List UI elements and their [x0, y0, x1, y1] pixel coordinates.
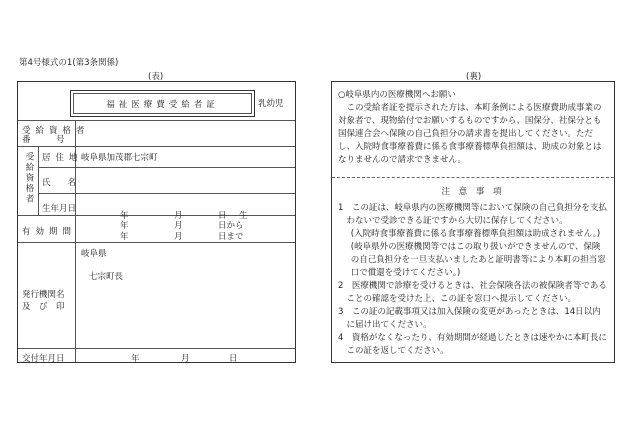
- validity-to-year: 年: [120, 232, 129, 242]
- recipient-number-label-1: 受給資格者: [22, 126, 90, 136]
- birthdate-month: 月: [174, 211, 183, 221]
- issue-date-day: 日: [229, 354, 238, 364]
- validity-from-suffix: 日から: [218, 221, 244, 231]
- front-side-label: (表): [148, 72, 164, 82]
- back-side-label: (裏): [466, 72, 482, 82]
- notes-heading: 注 意 事 項: [441, 187, 505, 197]
- birthdate-label: 生年月日: [42, 204, 77, 214]
- request-text: この受給者証を提示された方は、本町条例による医療費助成事業の対象者で、現物給付でお願いするものですから、国保分、社保分とも国保連合会へ保険の自己負担分の請求書を提出してください。ただし、入院時食事療養費に係る食事療養標準負担額は、助成の対象とはなりませんので請求できません。: [338, 103, 602, 165]
- note-1: 1 この証は、岐阜県内の医療機関等において保険の自己負担分を支払わないで受診できる証ですから大切に保存してください。: [338, 203, 607, 226]
- address-label: 居住地: [42, 153, 83, 163]
- validity-to-suffix: 日まで: [218, 232, 244, 242]
- validity-from-year: 年: [120, 221, 129, 231]
- qualified-person-label: 受給資格者: [24, 152, 34, 205]
- note-3: 3 この証の記載事項又は加入保険の変更があったときは、14日以内に届け出てください。: [338, 307, 601, 330]
- note-4: 4 資格がなくなったり、有効期間が経過したときは速やかに本町長にこの証を返してください。: [338, 333, 607, 356]
- front-card: [17, 81, 296, 363]
- issuer-label-1: 発行機関名: [22, 290, 65, 300]
- validity-from-month: 月: [174, 221, 183, 231]
- note-2: 2 医療機関で診療を受けるときは、社会保険各法の被保険者等であることの確認を受けた上、この証を窓口へ提示してください。: [338, 281, 607, 304]
- issue-date-label: 交付年月日: [22, 354, 65, 364]
- back-heading: ○岐阜県内の医療機関へお願い: [338, 90, 456, 100]
- issuer-prefecture: 岐阜県: [81, 249, 107, 259]
- address-value: 岐阜県加茂郡七宗町: [81, 153, 158, 163]
- back-card: [331, 81, 615, 363]
- form-number: 第4号様式の1(第3条関係): [19, 58, 119, 68]
- issuer-label-2: 及 び 印: [22, 302, 65, 312]
- card-title-box: [70, 90, 255, 117]
- name-label: 氏 名: [42, 178, 77, 188]
- note-1-sub-1: (入院時食事療養費に係る食事療養標準負担額は助成されません。): [350, 229, 601, 239]
- dashed-divider: [332, 177, 614, 178]
- validity-label: 有効期間: [22, 227, 77, 237]
- card-title: 福祉医療費受給者証: [106, 99, 219, 110]
- note-1-sub-2: (岐阜県外の医療機関等ではこの取り扱いができませんので、保険の自己負担分を一旦支払いましたあと証明書等により本町の担当窓口で償還を受けてください。): [350, 242, 606, 278]
- birthdate-year: 年: [120, 211, 129, 221]
- recipient-number-label-2: 番 号: [22, 135, 65, 145]
- birthdate-day: 日: [218, 211, 227, 221]
- issue-date-year: 年: [131, 354, 140, 364]
- birthdate-suffix: 生: [239, 211, 248, 221]
- issuer-mayor: 七宗町長: [89, 272, 124, 282]
- issue-date-month: 月: [181, 354, 190, 364]
- category-label: 乳幼児: [258, 99, 284, 109]
- validity-to-month: 月: [174, 232, 183, 242]
